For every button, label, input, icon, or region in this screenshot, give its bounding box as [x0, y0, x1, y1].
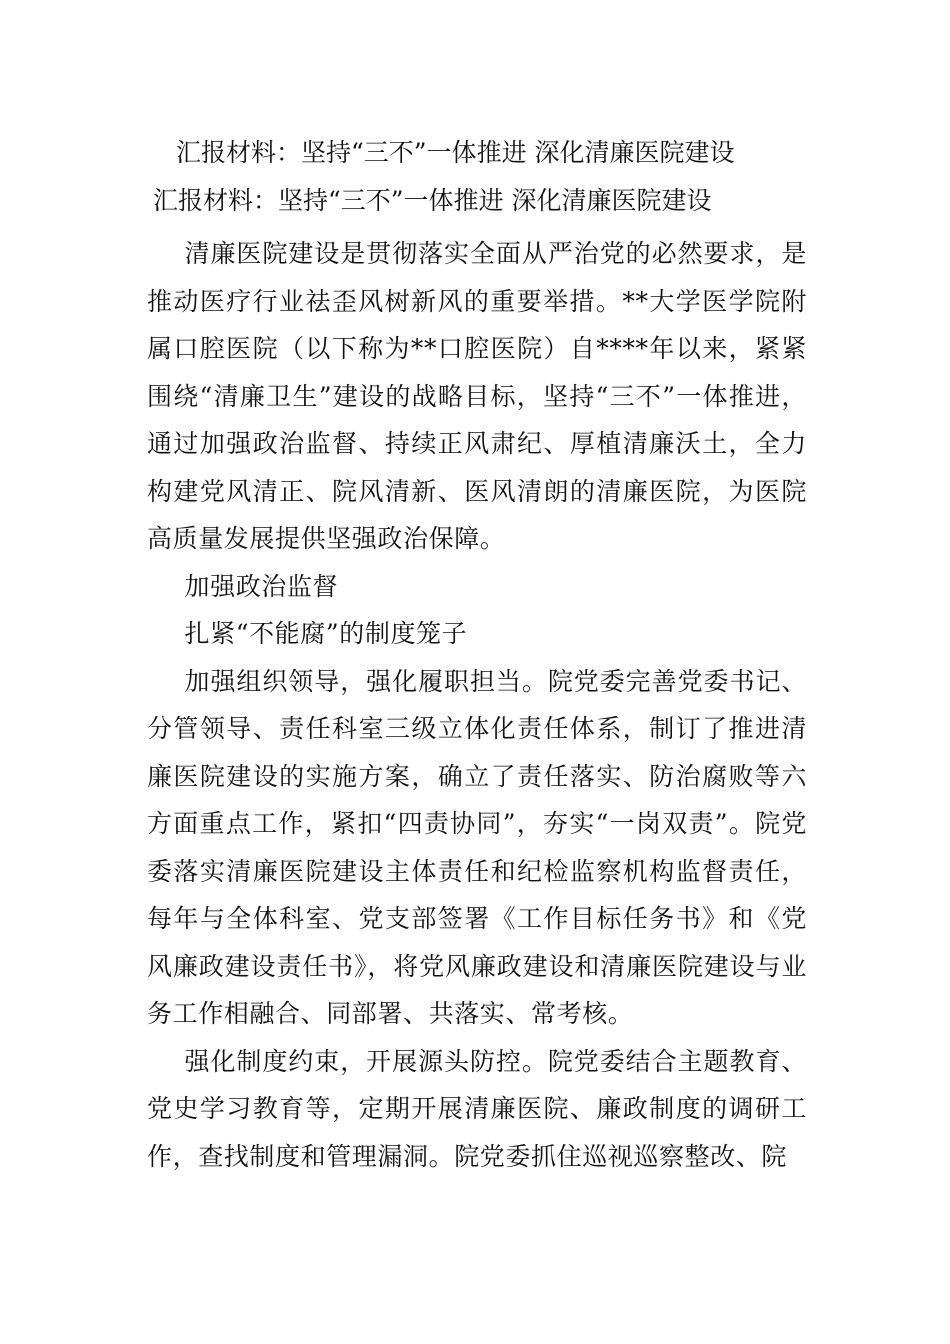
- body-paragraph: 强化制度约束，开展源头防控。院党委结合主题教育、党史学习教育等，定期开展清廉医院、廉政制度的调研工作，查找制度和管理漏洞。院党委抓住巡视巡察整改、院: [147, 1046, 807, 1171]
- subsection-heading: 扎紧“不能腐”的制度笼子: [184, 619, 468, 648]
- intro-paragraph: 清廉医院建设是贯彻落实全面从严治党的必然要求，是推动医疗行业祛歪风树新风的重要举措。**大学医学院附属口腔医院（以下称为**口腔医院）自****年以来，紧紧围绕“清廉卫生”建设的战略目标，坚持“三不”一体推进，通过加强政治监督、持续正风肃纪、厚植清廉沃土，全力构建党风清正、院风清新、医风清朗的清廉医院，为医院高质量发展提供坚强政治保障。: [147, 239, 807, 553]
- document-title-repeat: 汇报材料：坚持“三不”一体推进 深化清廉医院建设: [153, 186, 712, 215]
- document-body: [147, 230, 807, 1180]
- section-heading: 加强政治监督: [184, 571, 339, 601]
- document-title: 汇报材料：坚持“三不”一体推进 深化清廉医院建设: [176, 138, 735, 167]
- body-paragraph: 加强组织领导，强化履职担当。院党委完善党委书记、分管领导、责任科室三级立体化责任体系，制订了推进清廉医院建设的实施方案，确立了责任落实、防治腐败等六方面重点工作，紧扣“四责协同”，夯实“一岗双责”。院党委落实清廉医院建设主体责任和纪检监察机构监督责任，每年与全体科室、党支部签署《工作目标任务书》和《党风廉政建设责任书》，将党风廉政建设和清廉医院建设与业务工作相融合、同部署、共落实、常考核。: [147, 666, 807, 1028]
